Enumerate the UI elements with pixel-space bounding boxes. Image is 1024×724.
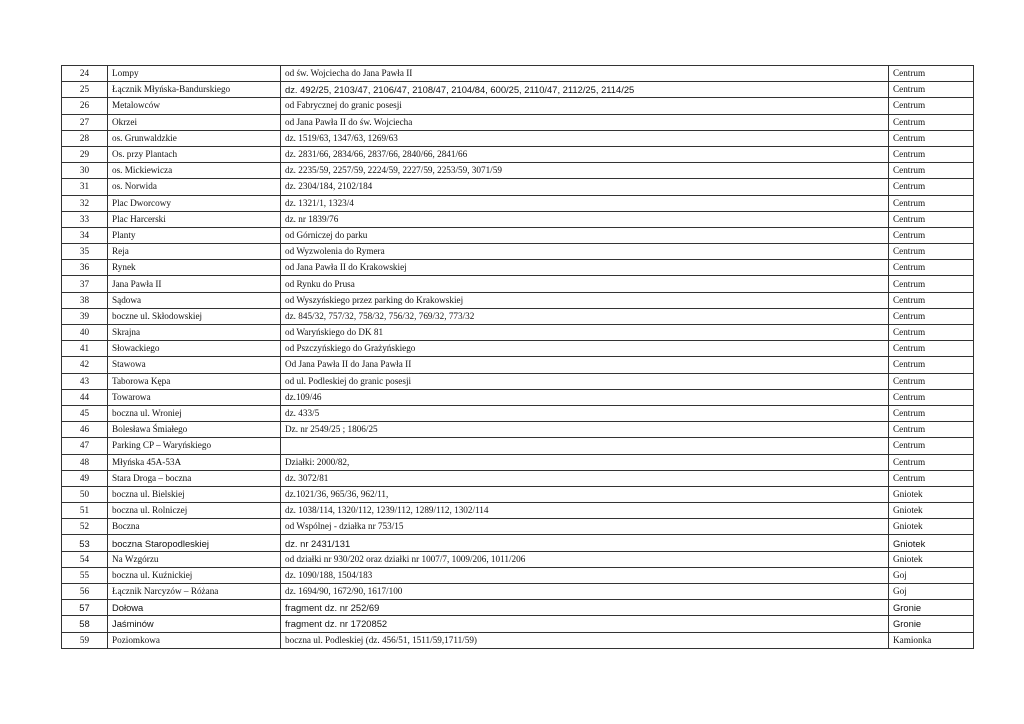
row-number-cell: 52 bbox=[62, 519, 108, 535]
district-cell: Centrum bbox=[889, 454, 974, 470]
street-name-cell: Lompy bbox=[108, 66, 281, 82]
district-cell: Centrum bbox=[889, 292, 974, 308]
table-row bbox=[62, 470, 974, 486]
row-number-cell: 41 bbox=[62, 341, 108, 357]
street-name-cell: Dołowa bbox=[108, 600, 281, 616]
district-cell: Centrum bbox=[889, 438, 974, 454]
table-row bbox=[62, 130, 974, 146]
description-cell: dz.109/46 bbox=[281, 389, 889, 405]
district-cell: Kamionka bbox=[889, 632, 974, 648]
district-cell: Centrum bbox=[889, 227, 974, 243]
district-cell: Centrum bbox=[889, 276, 974, 292]
street-name-cell: Reja bbox=[108, 244, 281, 260]
district-cell: Centrum bbox=[889, 146, 974, 162]
street-name-cell: os. Grunwaldzkie bbox=[108, 130, 281, 146]
description-cell: od ul. Podleskiej do granic posesji bbox=[281, 373, 889, 389]
row-number-cell: 43 bbox=[62, 373, 108, 389]
row-number-cell: 48 bbox=[62, 454, 108, 470]
row-number-cell: 29 bbox=[62, 146, 108, 162]
street-name-cell: Stara Droga – boczna bbox=[108, 470, 281, 486]
row-number-cell: 30 bbox=[62, 163, 108, 179]
street-name-cell: Planty bbox=[108, 227, 281, 243]
row-number-cell: 37 bbox=[62, 276, 108, 292]
description-cell: fragment dz. nr 252/69 bbox=[281, 600, 889, 616]
district-cell: Centrum bbox=[889, 130, 974, 146]
street-name-cell: Okrzei bbox=[108, 114, 281, 130]
roads-table bbox=[61, 65, 974, 649]
district-cell: Centrum bbox=[889, 211, 974, 227]
description-cell: od Wspólnej - działka nr 753/15 bbox=[281, 519, 889, 535]
description-cell: Działki: 2000/82, bbox=[281, 454, 889, 470]
district-cell: Centrum bbox=[889, 98, 974, 114]
description-cell: od Pszczyńskiego do Grażyńskiego bbox=[281, 341, 889, 357]
street-name-cell: Metalowców bbox=[108, 98, 281, 114]
row-number-cell: 47 bbox=[62, 438, 108, 454]
district-cell: Centrum bbox=[889, 195, 974, 211]
table-row bbox=[62, 98, 974, 114]
district-cell: Centrum bbox=[889, 405, 974, 421]
district-cell: Centrum bbox=[889, 308, 974, 324]
street-name-cell: Boczna bbox=[108, 519, 281, 535]
district-cell: Centrum bbox=[889, 260, 974, 276]
street-name-cell: boczne ul. Skłodowskiej bbox=[108, 308, 281, 324]
street-name-cell: boczna ul. Wroniej bbox=[108, 405, 281, 421]
street-name-cell: Towarowa bbox=[108, 389, 281, 405]
table-row bbox=[62, 66, 974, 82]
row-number-cell: 35 bbox=[62, 244, 108, 260]
table-row bbox=[62, 422, 974, 438]
row-number-cell: 36 bbox=[62, 260, 108, 276]
row-number-cell: 24 bbox=[62, 66, 108, 82]
table-row bbox=[62, 551, 974, 567]
table-row bbox=[62, 308, 974, 324]
street-name-cell: Os. przy Plantach bbox=[108, 146, 281, 162]
description-cell: Dz. nr 2549/25 ; 1806/25 bbox=[281, 422, 889, 438]
table-row bbox=[62, 163, 974, 179]
row-number-cell: 46 bbox=[62, 422, 108, 438]
description-cell: dz. 2304/184, 2102/184 bbox=[281, 179, 889, 195]
row-number-cell: 51 bbox=[62, 503, 108, 519]
table-row bbox=[62, 584, 974, 600]
table-row bbox=[62, 567, 974, 583]
description-cell: od Wyszyńskiego przez parking do Krakowskiej bbox=[281, 292, 889, 308]
street-name-cell: Jaśminów bbox=[108, 616, 281, 632]
street-name-cell: Łącznik Narcyzów – Różana bbox=[108, 584, 281, 600]
description-cell: dz. 1038/114, 1320/112, 1239/112, 1289/112, 1302/114 bbox=[281, 503, 889, 519]
row-number-cell: 27 bbox=[62, 114, 108, 130]
street-name-cell: Na Wzgórzu bbox=[108, 551, 281, 567]
description-cell: dz. 2831/66, 2834/66, 2837/66, 2840/66, 2841/66 bbox=[281, 146, 889, 162]
row-number-cell: 42 bbox=[62, 357, 108, 373]
description-cell: dz. 845/32, 757/32, 758/32, 756/32, 769/32, 773/32 bbox=[281, 308, 889, 324]
table-row bbox=[62, 519, 974, 535]
row-number-cell: 44 bbox=[62, 389, 108, 405]
description-cell: dz. 1694/90, 1672/90, 1617/100 bbox=[281, 584, 889, 600]
district-cell: Centrum bbox=[889, 373, 974, 389]
row-number-cell: 54 bbox=[62, 551, 108, 567]
description-cell: boczna ul. Podleskiej (dz. 456/51, 1511/59,1711/59) bbox=[281, 632, 889, 648]
row-number-cell: 32 bbox=[62, 195, 108, 211]
street-name-cell: os. Norwida bbox=[108, 179, 281, 195]
row-number-cell: 26 bbox=[62, 98, 108, 114]
street-name-cell: Poziomkowa bbox=[108, 632, 281, 648]
row-number-cell: 53 bbox=[62, 535, 108, 551]
district-cell: Centrum bbox=[889, 341, 974, 357]
description-cell: od Fabrycznej do granic posesji bbox=[281, 98, 889, 114]
description-cell: od Wyzwolenia do Rymera bbox=[281, 244, 889, 260]
district-cell: Gniotek bbox=[889, 551, 974, 567]
description-cell: od Jana Pawła II do Krakowskiej bbox=[281, 260, 889, 276]
row-number-cell: 40 bbox=[62, 325, 108, 341]
street-name-cell: Jana Pawła II bbox=[108, 276, 281, 292]
table-row bbox=[62, 616, 974, 632]
street-name-cell: Rynek bbox=[108, 260, 281, 276]
district-cell: Centrum bbox=[889, 357, 974, 373]
row-number-cell: 33 bbox=[62, 211, 108, 227]
street-name-cell: Skrajna bbox=[108, 325, 281, 341]
description-cell: dz. nr 1839/76 bbox=[281, 211, 889, 227]
street-name-cell: Bolesława Śmiałego bbox=[108, 422, 281, 438]
district-cell: Centrum bbox=[889, 163, 974, 179]
street-name-cell: boczna Staropodleskiej bbox=[108, 535, 281, 551]
row-number-cell: 45 bbox=[62, 405, 108, 421]
table-row bbox=[62, 486, 974, 502]
table-row bbox=[62, 227, 974, 243]
description-cell: dz. nr 2431/131 bbox=[281, 535, 889, 551]
description-cell: od działki nr 930/202 oraz działki nr 1007/7, 1009/206, 1011/206 bbox=[281, 551, 889, 567]
description-cell: dz.1021/36, 965/36, 962/11, bbox=[281, 486, 889, 502]
roads-table-body bbox=[62, 66, 974, 649]
district-cell: Goj bbox=[889, 584, 974, 600]
table-row bbox=[62, 373, 974, 389]
street-name-cell: boczna ul. Kuźnickiej bbox=[108, 567, 281, 583]
table-row bbox=[62, 325, 974, 341]
description-cell: od Jana Pawła II do św. Wojciecha bbox=[281, 114, 889, 130]
district-cell: Centrum bbox=[889, 82, 974, 98]
description-cell: od Waryńskiego do DK 81 bbox=[281, 325, 889, 341]
row-number-cell: 39 bbox=[62, 308, 108, 324]
street-name-cell: os. Mickiewicza bbox=[108, 163, 281, 179]
district-cell: Gniotek bbox=[889, 503, 974, 519]
street-name-cell: Parking CP – Waryńskiego bbox=[108, 438, 281, 454]
table-row bbox=[62, 405, 974, 421]
description-cell: dz. 2235/59, 2257/59, 2224/59, 2227/59, 2253/59, 3071/59 bbox=[281, 163, 889, 179]
table-row bbox=[62, 503, 974, 519]
street-name-cell: Łącznik Młyńska-Bandurskiego bbox=[108, 82, 281, 98]
row-number-cell: 49 bbox=[62, 470, 108, 486]
row-number-cell: 56 bbox=[62, 584, 108, 600]
description-cell: Od Jana Pawła II do Jana Pawła II bbox=[281, 357, 889, 373]
table-row bbox=[62, 82, 974, 98]
street-name-cell: Plac Dworcowy bbox=[108, 195, 281, 211]
table-row bbox=[62, 276, 974, 292]
table-row bbox=[62, 114, 974, 130]
district-cell: Gniotek bbox=[889, 486, 974, 502]
district-cell: Goj bbox=[889, 567, 974, 583]
district-cell: Centrum bbox=[889, 389, 974, 405]
description-cell: dz. 1321/1, 1323/4 bbox=[281, 195, 889, 211]
row-number-cell: 59 bbox=[62, 632, 108, 648]
street-name-cell: Stawowa bbox=[108, 357, 281, 373]
district-cell: Gronie bbox=[889, 616, 974, 632]
street-name-cell: Taborowa Kępa bbox=[108, 373, 281, 389]
description-cell bbox=[281, 438, 889, 454]
district-cell: Gronie bbox=[889, 600, 974, 616]
description-cell: dz. 492/25, 2103/47, 2106/47, 2108/47, 2104/84, 600/25, 2110/47, 2112/25, 2114/25 bbox=[281, 82, 889, 98]
street-name-cell: Plac Harcerski bbox=[108, 211, 281, 227]
table-row bbox=[62, 389, 974, 405]
street-name-cell: Młyńska 45A-53A bbox=[108, 454, 281, 470]
street-name-cell: boczna ul. Rolniczej bbox=[108, 503, 281, 519]
table-row bbox=[62, 292, 974, 308]
description-cell: dz. 433/5 bbox=[281, 405, 889, 421]
description-cell: od Górniczej do parku bbox=[281, 227, 889, 243]
row-number-cell: 38 bbox=[62, 292, 108, 308]
table-row bbox=[62, 179, 974, 195]
table-row bbox=[62, 632, 974, 648]
row-number-cell: 55 bbox=[62, 567, 108, 583]
description-cell: dz. 3072/81 bbox=[281, 470, 889, 486]
table-row bbox=[62, 535, 974, 551]
street-name-cell: Słowackiego bbox=[108, 341, 281, 357]
row-number-cell: 34 bbox=[62, 227, 108, 243]
table-row bbox=[62, 341, 974, 357]
description-cell: dz. 1519/63, 1347/63, 1269/63 bbox=[281, 130, 889, 146]
row-number-cell: 31 bbox=[62, 179, 108, 195]
district-cell: Centrum bbox=[889, 422, 974, 438]
description-cell: od św. Wojciecha do Jana Pawła II bbox=[281, 66, 889, 82]
description-cell: od Rynku do Prusa bbox=[281, 276, 889, 292]
district-cell: Gniotek bbox=[889, 519, 974, 535]
row-number-cell: 25 bbox=[62, 82, 108, 98]
district-cell: Centrum bbox=[889, 179, 974, 195]
description-cell: fragment dz. nr 1720852 bbox=[281, 616, 889, 632]
district-cell: Centrum bbox=[889, 66, 974, 82]
table-row bbox=[62, 357, 974, 373]
table-row bbox=[62, 244, 974, 260]
row-number-cell: 57 bbox=[62, 600, 108, 616]
district-cell: Gniotek bbox=[889, 535, 974, 551]
table-row bbox=[62, 195, 974, 211]
row-number-cell: 50 bbox=[62, 486, 108, 502]
district-cell: Centrum bbox=[889, 114, 974, 130]
row-number-cell: 58 bbox=[62, 616, 108, 632]
table-row bbox=[62, 438, 974, 454]
street-name-cell: boczna ul. Bielskiej bbox=[108, 486, 281, 502]
table-row bbox=[62, 454, 974, 470]
district-cell: Centrum bbox=[889, 325, 974, 341]
description-cell: dz. 1090/188, 1504/183 bbox=[281, 567, 889, 583]
table-row bbox=[62, 211, 974, 227]
district-cell: Centrum bbox=[889, 244, 974, 260]
table-row bbox=[62, 260, 974, 276]
table-row bbox=[62, 146, 974, 162]
street-name-cell: Sądowa bbox=[108, 292, 281, 308]
district-cell: Centrum bbox=[889, 470, 974, 486]
table-row bbox=[62, 600, 974, 616]
row-number-cell: 28 bbox=[62, 130, 108, 146]
